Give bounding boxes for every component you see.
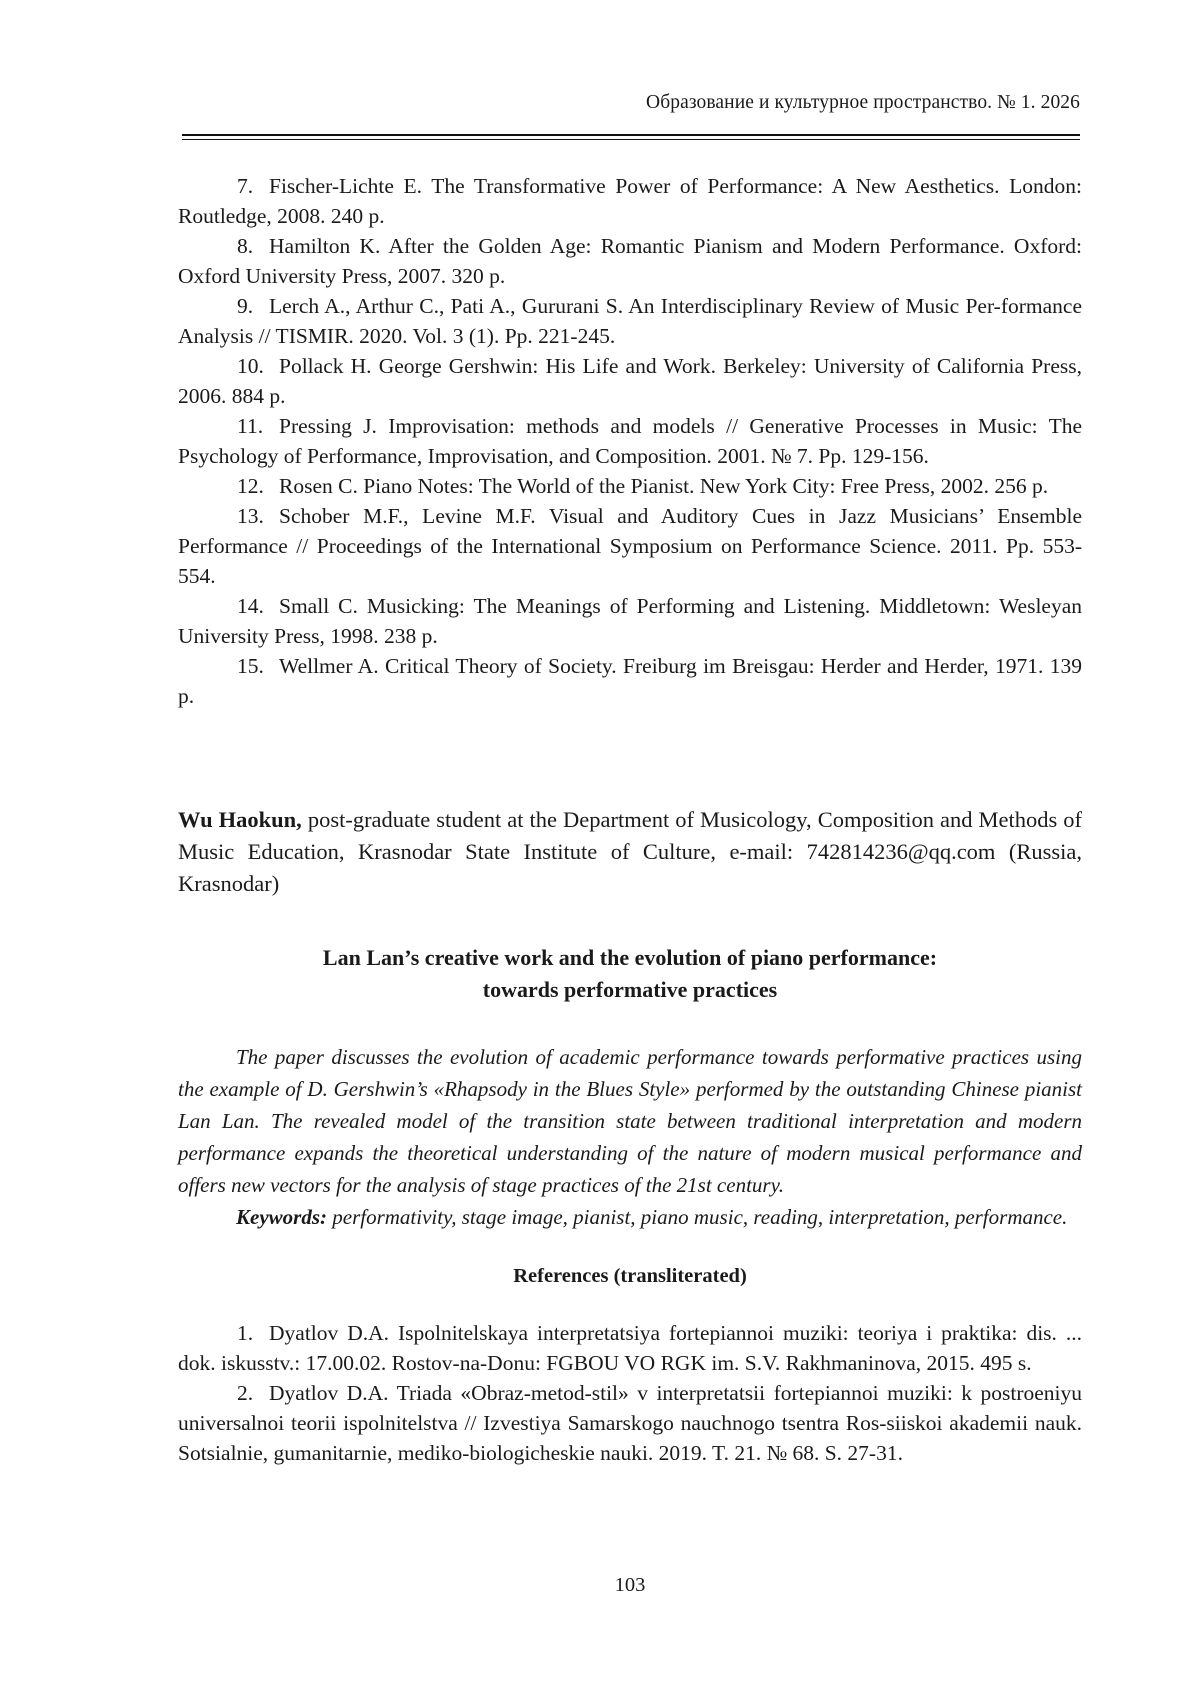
references-heading: References (transliterated) bbox=[513, 1265, 747, 1287]
reference-item: 11. Pressing J. Improvisation: methods and models // Generative Processes in Music: The Psychology of Performance, Improvisation, and Composition. 2001. № 7. Pp. 129-156. bbox=[178, 414, 1082, 468]
abstract bbox=[178, 1041, 1082, 1233]
reference-list-top bbox=[178, 171, 1082, 711]
author-name: Wu Haokun, bbox=[178, 807, 302, 832]
reference-item: 10. Pollack H. George Gershwin: His Life and Work. Berkeley: University of California Press, 2006. 884 p. bbox=[178, 354, 1082, 408]
keywords-text: performativity, stage image, pianist, piano music, reading, interpretation, performance. bbox=[332, 1205, 1068, 1229]
author-bio: post-graduate student at the Department of Musicology, Composition and Methods of Music Education, Krasnodar State Institute of Culture, e-mail: 742814236@qq.com (Russia, Krasnodar) bbox=[178, 807, 1082, 896]
author-info bbox=[178, 804, 1082, 900]
reference-item: 1. Dyatlov D.A. Ispolnitelskaya interpretatsiya fortepiannoi muziki: teoriya i praktika: dis. ... dok. iskusstv.: 17.00.02. Rostov-na-Donu: FGBOU VO RGK im. S.V. Rakhmaninova, 2015. 495 s. bbox=[178, 1321, 1082, 1375]
abstract-text: The paper discusses the evolution of academic performance towards performative practices using the example of D. Gershwin’s «Rhapsody in the Blues Style» performed by the outstanding Chinese pianist Lan Lan. The revealed model of the transition state between traditional interpretation and modern performance expands the theoretical understanding of the nature of modern musical performance and offers new vectors for the analysis of stage practices of the 21st century. bbox=[178, 1045, 1082, 1197]
article-title bbox=[178, 942, 1082, 1006]
title-line-2: towards performative practices bbox=[482, 977, 778, 1002]
reference-item: 12. Rosen C. Piano Notes: The World of the Pianist. New York City: Free Press, 2002. 256 p. bbox=[237, 474, 1049, 498]
keywords-label: Keywords: bbox=[236, 1205, 327, 1229]
reference-item: 2. Dyatlov D.A. Triada «Obraz-metod-stil» v interpretatsii fortepiannoi muziki: k postroeniyu universalnoi teorii ispolnitelstva // Izvestiya Samarskogo nauchnogo tsentra Ros-siiskoi akademii nauk. Sotsialnie, gumanitarnie, mediko-biologicheskie nauki. 2019. T. 21. № 68. S. 27-31. bbox=[178, 1381, 1082, 1465]
header-rule-thin bbox=[182, 139, 1080, 140]
reference-list-transliterated bbox=[178, 1318, 1082, 1468]
page-number: 103 bbox=[614, 1574, 646, 1596]
title-line-1: Lan Lan’s creative work and the evolution of piano performance: bbox=[322, 945, 938, 970]
reference-item: 8. Hamilton K. After the Golden Age: Romantic Pianism and Modern Performance. Oxford: Oxford University Press, 2007. 320 p. bbox=[178, 234, 1082, 288]
reference-item: 13. Schober M.F., Levine M.F. Visual and Auditory Cues in Jazz Musicians’ Ensemble Performance // Proceedings of the International Symposium on Performance Science. 2011. Pp. 553-554. bbox=[178, 504, 1082, 588]
keywords bbox=[178, 1201, 1082, 1233]
running-header: Образование и культурное пространство. № 1. 2026 bbox=[646, 92, 1080, 113]
reference-item: 7. Fischer-Lichte E. The Transformative Power of Performance: A New Aesthetics. London: Routledge, 2008. 240 p. bbox=[178, 174, 1082, 228]
header-rule-thick bbox=[182, 134, 1080, 136]
reference-item: 14. Small C. Musicking: The Meanings of Performing and Listening. Middletown: Wesleyan University Press, 1998. 238 p. bbox=[178, 594, 1082, 648]
reference-item: 9. Lerch A., Arthur C., Pati A., Gururani S. An Interdisciplinary Review of Music Per-formance Analysis // TISMIR. 2020. Vol. 3 (1). Pp. 221-245. bbox=[178, 294, 1082, 348]
reference-item: 15. Wellmer A. Critical Theory of Society. Freiburg im Breisgau: Herder and Herder, 1971. 139 p. bbox=[178, 654, 1082, 708]
